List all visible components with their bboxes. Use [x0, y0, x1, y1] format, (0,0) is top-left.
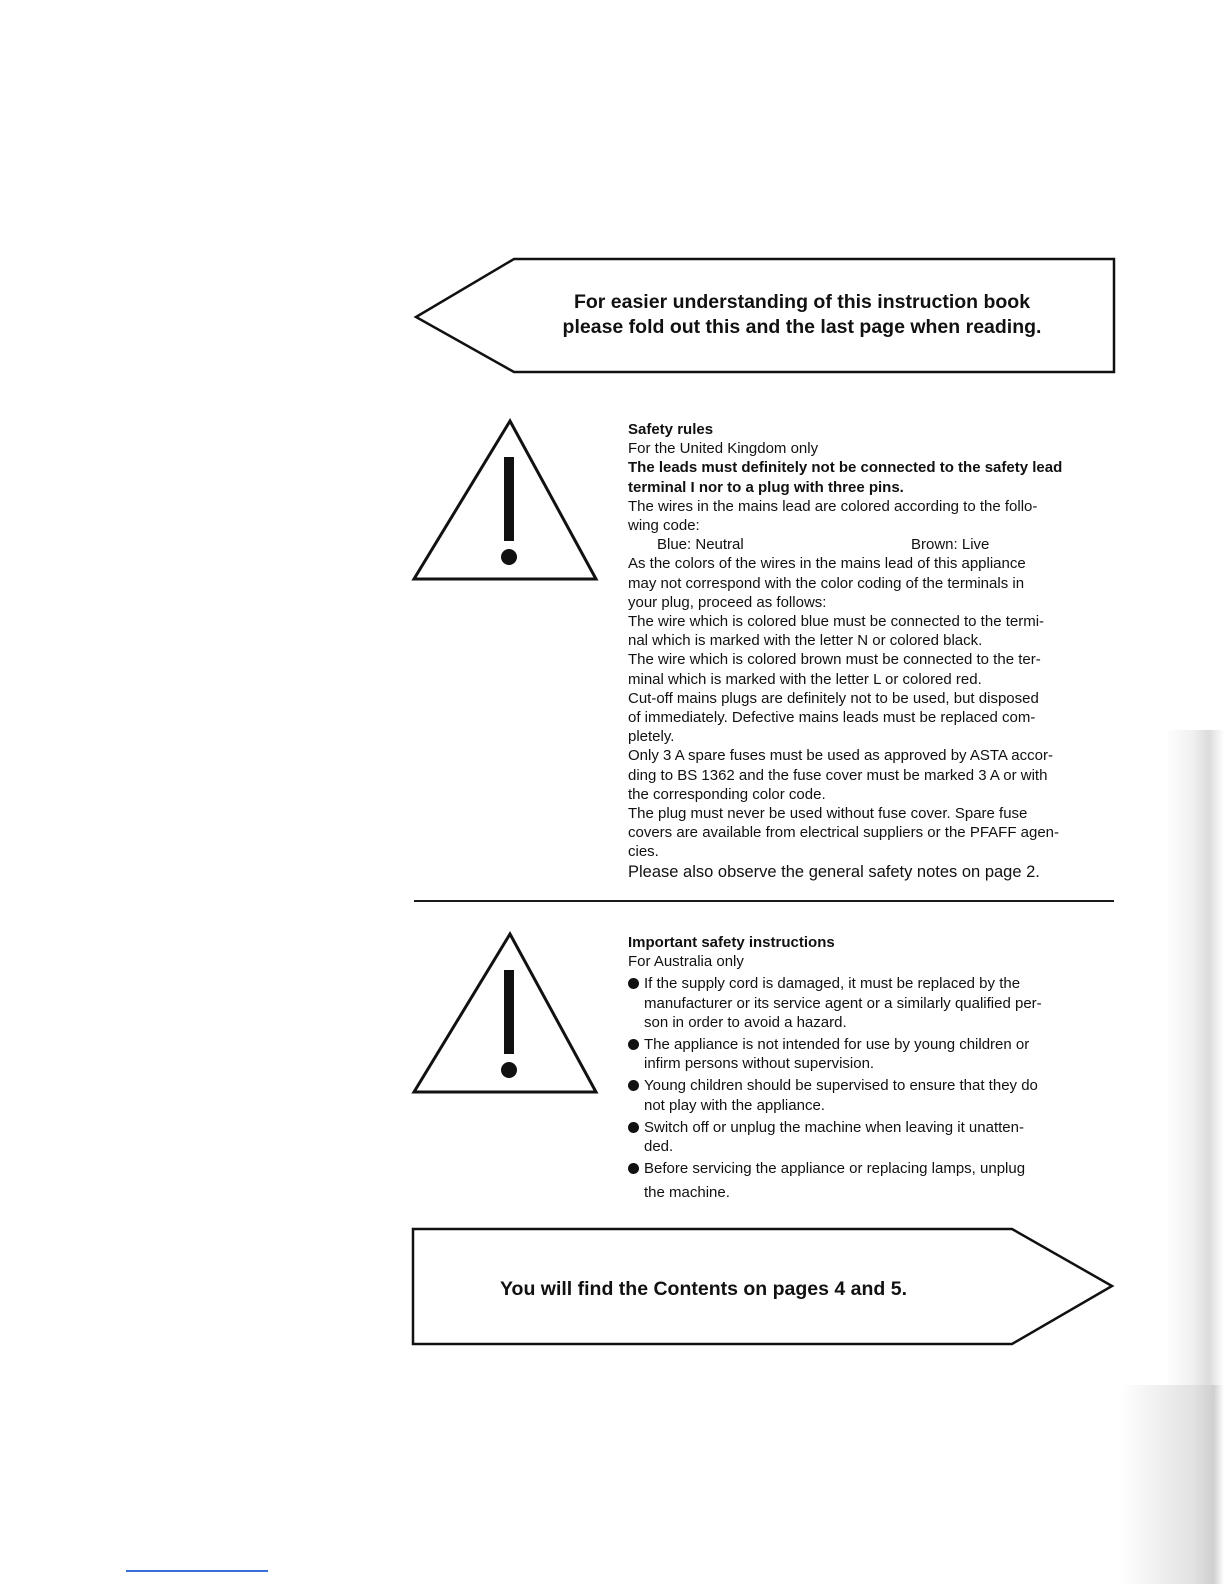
bullet-dot-icon [628, 978, 639, 989]
au-safety-instructions [628, 933, 1118, 1206]
list-item [628, 1076, 1118, 1114]
uk-line: covers are available from electrical suppliers or the PFAFF agen- [628, 824, 1060, 842]
au-heading: Important safety instructions [628, 934, 835, 951]
warning-triangle-icon [410, 930, 600, 1098]
uk-line: Cut-off mains plugs are definitely not to be used, but disposed [628, 689, 1039, 707]
scan-corner-shadow [1120, 1385, 1224, 1584]
au-subheading: For Australia only [628, 953, 744, 971]
bullet-line: Before servicing the appliance or replacing lamps, unplug [644, 1160, 1026, 1178]
uk-line: may not correspond with the color coding of the terminals in [628, 574, 1025, 592]
uk-line: your plug, proceed as follows: [628, 593, 827, 611]
uk-line: pletely. [628, 728, 675, 746]
bullet-dot-icon [628, 1080, 639, 1091]
uk-line: minal which is marked with the letter L or colored red. [628, 670, 982, 688]
contents-text: You will find the Contents on pages 4 and 5. [500, 1278, 907, 1300]
warning-triangle-icon [410, 417, 600, 585]
blue-rule [126, 1570, 268, 1572]
uk-heading: Safety rules [628, 421, 714, 438]
bullet-line: The appliance is not intended for use by young children or [644, 1036, 1030, 1054]
bullet-line: ded. [644, 1138, 674, 1156]
fold-out-line-2: please fold out this and the last page when reading. [562, 316, 1042, 338]
uk-line: wing code: [628, 517, 700, 535]
contents-banner [410, 1226, 1120, 1348]
uk-subheading: For the United Kingdom only [628, 440, 819, 458]
code-brown: Brown: Live [911, 536, 990, 554]
uk-line: cies. [628, 843, 659, 861]
list-item [628, 974, 1118, 1032]
bullet-dot-icon [628, 1122, 639, 1133]
bullet-line: infirm persons without supervision. [644, 1055, 875, 1073]
uk-warning-line-2: terminal I nor to a plug with three pins. [628, 478, 904, 496]
uk-line: ding to BS 1362 and the fuse cover must be marked 3 A or with [628, 766, 1048, 784]
bullet-line: Switch off or unplug the machine when leaving it unatten- [644, 1118, 1024, 1136]
list-item [628, 1035, 1118, 1073]
fold-out-banner [412, 257, 1124, 375]
bullet-line: son in order to avoid a hazard. [644, 1013, 847, 1031]
au-bullet-list [628, 974, 1118, 1202]
uk-line: The wires in the mains lead are colored according to the follo- [628, 497, 1038, 515]
uk-line: The wire which is colored brown must be connected to the ter- [628, 651, 1041, 669]
bullet-line: manufacturer or its service agent or a similarly qualified per- [644, 994, 1042, 1012]
section-divider [414, 900, 1114, 902]
uk-line: The plug must never be used without fuse cover. Spare fuse [628, 805, 1028, 823]
uk-safety-rules [628, 420, 1118, 882]
wire-color-code [628, 535, 1118, 554]
uk-line: As the colors of the wires in the mains lead of this appliance [628, 555, 1026, 573]
uk-line: the corresponding color code. [628, 785, 826, 803]
uk-line: Only 3 A spare fuses must be used as approved by ASTA accor- [628, 747, 1053, 765]
bullet-dot-icon [628, 1039, 639, 1050]
list-item [628, 1159, 1118, 1202]
bullet-dot-icon [628, 1163, 639, 1174]
uk-warning-line-1: The leads must definitely not be connected to the safety lead [628, 459, 1063, 477]
uk-line: nal which is marked with the letter N or colored black. [628, 632, 983, 650]
bullet-line: the machine. [644, 1184, 730, 1202]
fold-out-line-1: For easier understanding of this instruction book [573, 291, 1031, 313]
uk-line: of immediately. Defective mains leads must be replaced com- [628, 709, 1036, 727]
fold-out-text [542, 290, 1062, 340]
bullet-line: Young children should be supervised to ensure that they do [644, 1077, 1038, 1095]
general-safety-note: Please also observe the general safety notes on page 2. [628, 862, 1040, 881]
bullet-line: not play with the appliance. [644, 1096, 825, 1114]
uk-line: The wire which is colored blue must be connected to the termi- [628, 613, 1045, 631]
bullet-line: If the supply cord is damaged, it must be replaced by the [644, 975, 1021, 993]
list-item [628, 1118, 1118, 1156]
code-blue: Blue: Neutral [657, 536, 744, 554]
